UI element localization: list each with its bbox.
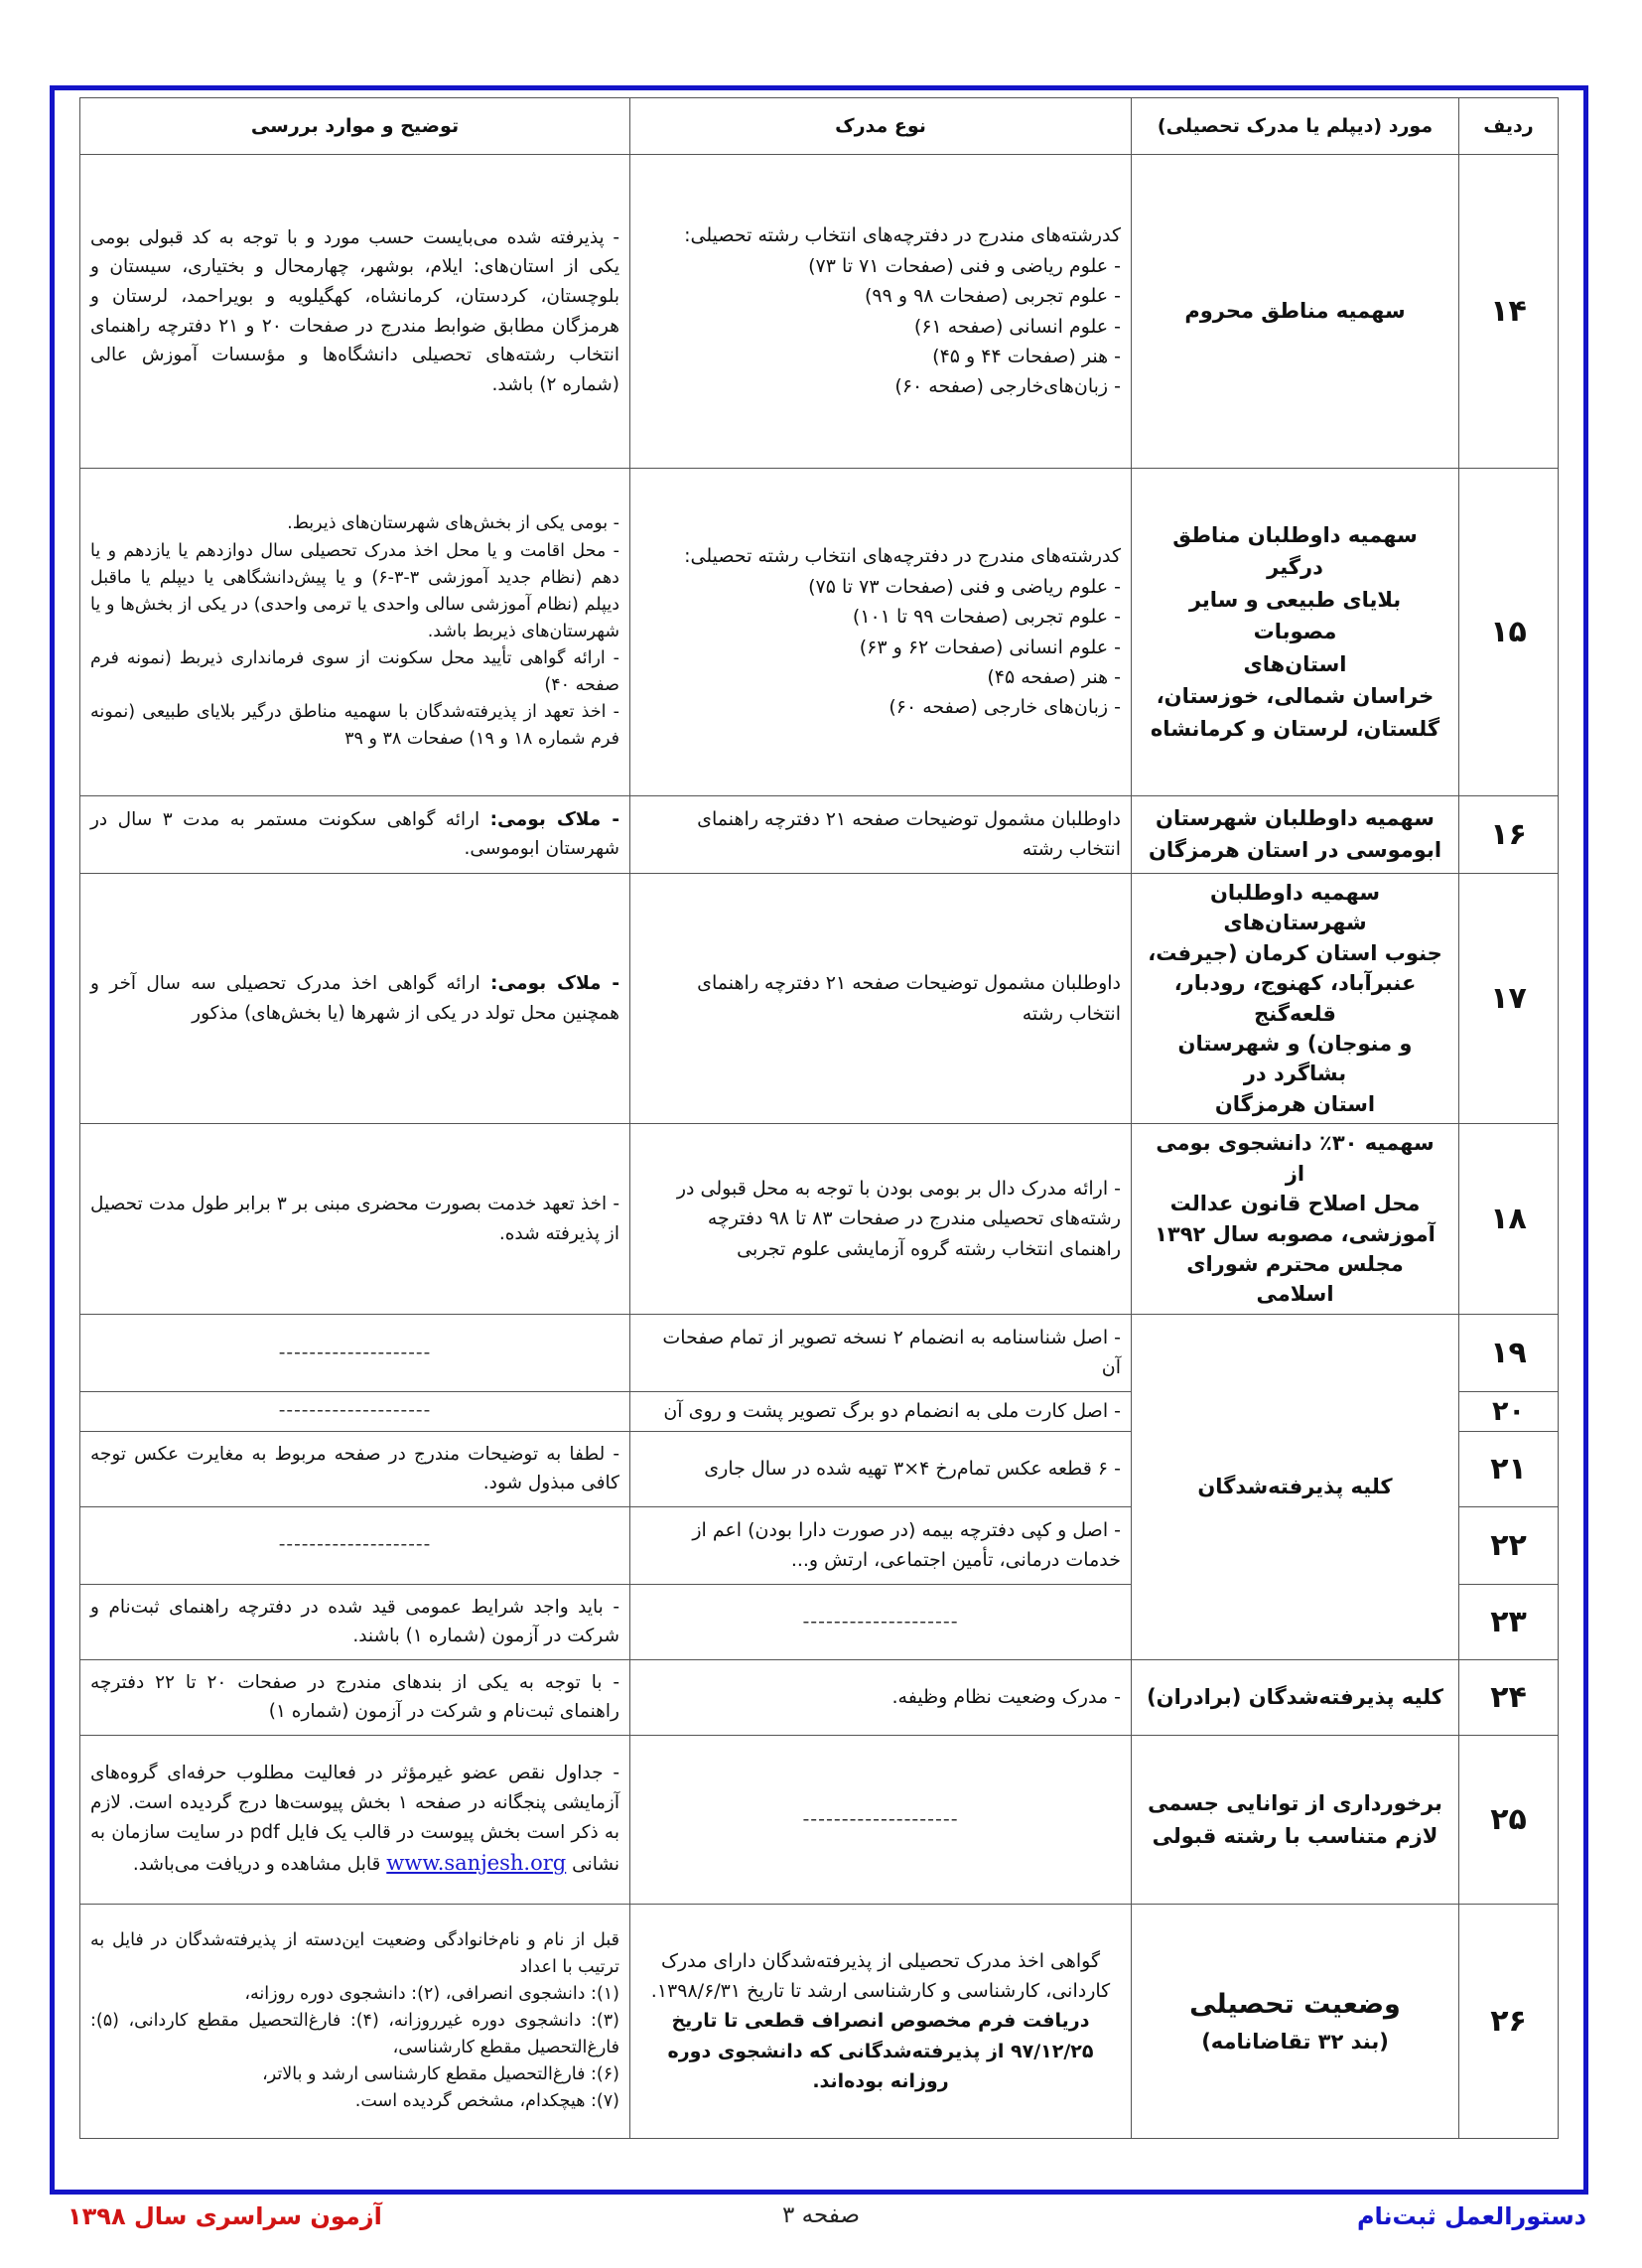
row-document <box>630 155 1132 469</box>
row-item <box>1132 469 1459 796</box>
row-number: ۱۹ <box>1459 1314 1559 1391</box>
desc-label: - ملاک بومی: <box>490 972 620 994</box>
item-line: مجلس محترم شورای اسلامی <box>1186 1252 1404 1307</box>
row-number: ۱۸ <box>1459 1124 1559 1315</box>
header-item: مورد (دیپلم یا مدرک تحصیلی) <box>1132 98 1459 155</box>
item-line: خراسان شمالی، خوزستان، <box>1156 684 1435 709</box>
footer-page-number: صفحه ۳ <box>781 2202 860 2228</box>
empty-placeholder: -------------------- <box>278 1342 432 1363</box>
doc-line: - علوم تجربی (صفحات ۹۸ و ۹۹) <box>864 285 1121 308</box>
row-description <box>80 1391 630 1431</box>
row-document: داوطلبان مشمول توضیحات صفحه ۲۱ دفترچه راهنمای انتخاب رشته <box>630 796 1132 874</box>
row-item: کلیه پذیرفته‌شدگان <box>1132 1314 1459 1659</box>
item-line: (بند ۳۲ تقاضانامه) <box>1201 2030 1389 2055</box>
row-item: سهمیه مناطق محروم <box>1132 155 1459 469</box>
item-line: بلایای طبیعی و سایر مصوبات <box>1188 587 1402 644</box>
desc-line: - بومی یکی از بخش‌های شهرستان‌های ذیربط. <box>287 513 619 534</box>
row-description <box>80 1736 630 1905</box>
doc-line: - علوم انسانی (صفحات ۶۲ و ۶۳) <box>859 636 1121 658</box>
row-document: داوطلبان مشمول توضیحات صفحه ۲۱ دفترچه راهنمای انتخاب رشته <box>630 873 1132 1124</box>
table-row <box>80 1124 1559 1315</box>
row-number: ۲۱ <box>1459 1431 1559 1506</box>
sanjesh-website-link[interactable]: www.sanjesh.org <box>386 1851 567 1876</box>
item-line: سهمیه داوطلبان شهرستان <box>1156 805 1435 830</box>
doc-line: - زبان‌های‌خارجی (صفحه ۶۰) <box>894 375 1121 398</box>
doc-line: کدرشته‌های مندرج در دفترچه‌های انتخاب رشته تحصیلی: <box>684 224 1121 247</box>
item-line: لازم متناسب با رشته قبولی <box>1152 1823 1438 1848</box>
table-row <box>80 873 1559 1124</box>
item-line: وضعیت تحصیلی <box>1189 1989 1401 2021</box>
row-number: ۲۲ <box>1459 1506 1559 1584</box>
doc-line: - علوم تجربی (صفحات ۹۹ تا ۱۰۱) <box>852 606 1121 629</box>
desc-line: - ارائه گواهی تأیید محل سکونت از سوی فرمانداری ذیربط (نمونه فرم صفحه ۴۰) <box>90 648 619 696</box>
row-description <box>80 1314 630 1391</box>
footer-exam-title: آزمون سراسری سال ۱۳۹۸ <box>68 2202 382 2230</box>
table-row <box>80 1659 1559 1735</box>
item-line: برخورداری از توانایی جسمی <box>1148 1790 1442 1815</box>
desc-line: (۷): هیچکدام، مشخص گردیده است. <box>354 2091 619 2112</box>
page-footer <box>0 2202 1642 2242</box>
empty-placeholder: -------------------- <box>802 1808 959 1831</box>
empty-placeholder: -------------------- <box>802 1611 959 1633</box>
item-line: استان‌های <box>1243 651 1347 676</box>
row-number: ۲۶ <box>1459 1905 1559 2139</box>
row-document: - اصل شناسنامه به انضمام ۲ نسخه تصویر از تمام صفحات آن <box>630 1314 1132 1391</box>
row-item <box>1132 1905 1459 2139</box>
doc-line: - زبان‌های خارجی (صفحه ۶۰) <box>889 696 1121 719</box>
item-line: استان هرمزگان <box>1214 1091 1376 1116</box>
desc-line: - محل اقامت و یا محل اخذ مدرک تحصیلی سال دوازدهم یا یازدهم و یا دهم (نظام جدید آموزشی ۳-۳-۶) و یا پیش‌دانشگاهی یا دیپلم یا ماقبل دیپلم (نظام آموزشی سالی واحدی یا ترمی واحدی) در یکی از بخش‌ها و یا شهرستان‌های ذیربط باشد. <box>90 540 619 641</box>
desc-text: - جداول نقص عضو غیرمؤثر در فعالیت مطلوب حرفه‌ای گروه‌های آزمایشی پنجگانه در صفحه ۱ بخش پیوست‌ها درج گردیده است. لازم به ذکر است بخش پیوست در قالب یک فایل pdf در سایت سازمان به نشانی <box>90 1763 619 1876</box>
row-number: ۱۷ <box>1459 873 1559 1124</box>
empty-placeholder: -------------------- <box>278 1400 432 1422</box>
row-description <box>80 469 630 796</box>
table-row <box>80 1736 1559 1905</box>
doc-bold-text: دریافت فرم مخصوص انصراف قطعی تا تاریخ ۹۷/۱۲/۲۵ از پذیرفته‌شدگانی که دانشجوی دوره روزانه بوده‌اند. <box>667 2010 1094 2093</box>
row-document <box>630 1905 1132 2139</box>
row-number: ۱۵ <box>1459 469 1559 796</box>
requirements-table <box>79 97 1559 2139</box>
row-number: ۱۴ <box>1459 155 1559 469</box>
desc-label: - ملاک بومی: <box>489 808 619 830</box>
header-document-type: نوع مدرک <box>630 98 1132 155</box>
desc-text-end: قابل مشاهده و دریافت می‌باشد. <box>132 1854 381 1876</box>
table-row <box>80 155 1559 469</box>
row-item <box>1132 1736 1459 1905</box>
desc-line: (۶): فارغ‌التحصیل مقطع کارشناسی ارشد و بالاتر، <box>262 2064 619 2085</box>
row-description <box>80 796 630 874</box>
item-line: گلستان، لرستان و کرمانشاه <box>1150 716 1440 741</box>
row-item <box>1132 1124 1459 1315</box>
desc-text: ارائه گواهی اخذ مدرک تحصیلی سه سال آخر و همچنین محل تولد در یکی از شهرها (یا بخش‌های) مذکور <box>90 972 619 1024</box>
row-description <box>80 1905 630 2139</box>
table-header-row <box>80 98 1559 155</box>
row-document: - ارائه مدرک دال بر بومی بودن با توجه به محل قبولی در رشته‌های تحصیلی مندرج در صفحات ۸۳ تا ۹۸ دفترچه راهنمای انتخاب رشته گروه آزمایشی علوم تجربی <box>630 1124 1132 1315</box>
doc-line: - هنر (صفحات ۴۴ و ۴۵) <box>932 345 1121 367</box>
row-description <box>80 873 630 1124</box>
row-number: ۲۵ <box>1459 1736 1559 1905</box>
row-document: - مدرک وضعیت نظام وظیفه. <box>630 1659 1132 1735</box>
desc-line: (۳): دانشجوی دوره غیرروزانه، (۴): فارغ‌التحصیل مقطع کاردانی، (۵): فارغ‌التحصیل مقطع کارشناسی، <box>90 2010 619 2058</box>
row-number: ۱۶ <box>1459 796 1559 874</box>
doc-text: گواهی اخذ مدرک تحصیلی از پذیرفته‌شدگان دارای مدرک کاردانی، کارشناسی و کارشناسی ارشد تا تاریخ ۱۳۹۸/۶/۳۱. <box>650 1949 1111 2002</box>
item-line: آموزشی، مصوبه سال ۱۳۹۲ <box>1155 1221 1436 1246</box>
row-description: - اخذ تعهد خدمت بصورت محضری مبنی بر ۳ برابر طول مدت تحصیل از پذیرفته شده. <box>80 1124 630 1315</box>
row-description: - با توجه به یکی از بندهای مندرج در صفحات ۲۰ تا ۲۲ دفترچه راهنمای ثبت‌نام و شرکت در آزمون (شماره ۱) <box>80 1659 630 1735</box>
header-row-number: ردیف <box>1459 98 1559 155</box>
table-row <box>80 1905 1559 2139</box>
doc-line: - هنر (صفحه ۴۵) <box>987 665 1121 688</box>
item-line: و منوجان) و شهرستان بشاگرد در <box>1177 1031 1413 1086</box>
desc-line: (۱): دانشجوی انصرافی، (۲): دانشجوی دوره روزانه، <box>244 1983 619 2004</box>
item-line: محل اصلاح قانون عدالت <box>1169 1192 1421 1216</box>
row-document <box>630 1736 1132 1905</box>
item-line: جنوب استان کرمان (جیرفت، <box>1148 940 1442 965</box>
row-item <box>1132 873 1459 1124</box>
empty-placeholder: -------------------- <box>278 1534 432 1556</box>
footer-document-title: دستورالعمل ثبت‌نام <box>1356 2202 1586 2230</box>
row-document <box>630 469 1132 796</box>
doc-line: - علوم ریاضی و فنی (صفحات ۷۳ تا ۷۵) <box>808 575 1121 598</box>
table-row <box>80 796 1559 874</box>
item-line: عنبرآباد، کهنوج، رودبار، قلعه‌گنج <box>1173 971 1417 1026</box>
doc-line: کدرشته‌های مندرج در دفترچه‌های انتخاب رشته تحصیلی: <box>684 545 1121 568</box>
row-document: - اصل و کپی دفترچه بیمه (در صورت دارا بودن) اعم از خدمات درمانی، تأمین اجتماعی، ارتش و... <box>630 1506 1132 1584</box>
row-description <box>80 1506 630 1584</box>
header-description: توضیح و موارد بررسی <box>80 98 630 155</box>
row-description: - باید واجد شرایط عمومی قید شده در دفترچه راهنمای ثبت‌نام و شرکت در آزمون (شماره ۱) باشند. <box>80 1584 630 1659</box>
row-number: ۲۴ <box>1459 1659 1559 1735</box>
item-line: سهمیه ۳۰٪ دانشجوی بومی از <box>1156 1131 1435 1186</box>
desc-line: - اخذ تعهد از پذیرفته‌شدگان با سهمیه مناطق درگیر بلایای طبیعی (نمونه فرم شماره ۱۸ و ۱۹) صفحات ۳۸ و ۳۹ <box>90 702 619 750</box>
row-number: ۲۰ <box>1459 1391 1559 1431</box>
item-line: ابوموسی در استان هرمزگان <box>1148 838 1442 863</box>
row-item <box>1132 796 1459 874</box>
row-document <box>630 1584 1132 1659</box>
row-document: - ۶ قطعه عکس تمام‌رخ ۴×۳ تهیه شده در سال جاری <box>630 1431 1132 1506</box>
doc-line: - علوم ریاضی و فنی (صفحات ۷۱ تا ۷۳) <box>808 254 1121 277</box>
table-row <box>80 469 1559 796</box>
doc-line: - علوم انسانی (صفحه ۶۱) <box>913 315 1121 338</box>
row-item: کلیه پذیرفته‌شدگان (برادران) <box>1132 1659 1459 1735</box>
item-line: سهمیه داوطلبان مناطق درگیر <box>1172 522 1418 580</box>
desc-text: ارائه گواهی سکونت مستمر به مدت ۳ سال در شهرستان ابوموسی. <box>90 808 619 860</box>
row-description: - لطفا به توضیحات مندرج در صفحه مربوط به مغایرت عکس توجه کافی مبذول شود. <box>80 1431 630 1506</box>
row-document: - اصل کارت ملی به انضمام دو برگ تصویر پشت و روی آن <box>630 1391 1132 1431</box>
desc-line: قبل از نام و نام‌خانوادگی وضعیت این‌دسته از پذیرفته‌شدگان در فایل به ترتیب با اعداد <box>90 1929 619 1977</box>
row-description: - پذیرفته شده می‌بایست حسب مورد و با توجه به کد قبولی بومی یکی از استان‌های: ایلام، بوشهر، چهارمحال و بختیاری، سیستان و بلوچستان، کردستان، کرمانشاه، کهگیلویه و بویراحمد، لرستان و هرمزگان مطابق ضوابط مندرج در صفحات ۲۰ و ۲۱ دفترچه راهنمای انتخاب رشته‌های تحصیلی دانشگاه‌ها و مؤسسات آموزش عالی (شماره ۲) باشد. <box>80 155 630 469</box>
item-line: سهمیه داوطلبان شهرستان‌های <box>1210 880 1380 935</box>
row-number: ۲۳ <box>1459 1584 1559 1659</box>
table-row <box>80 1314 1559 1391</box>
